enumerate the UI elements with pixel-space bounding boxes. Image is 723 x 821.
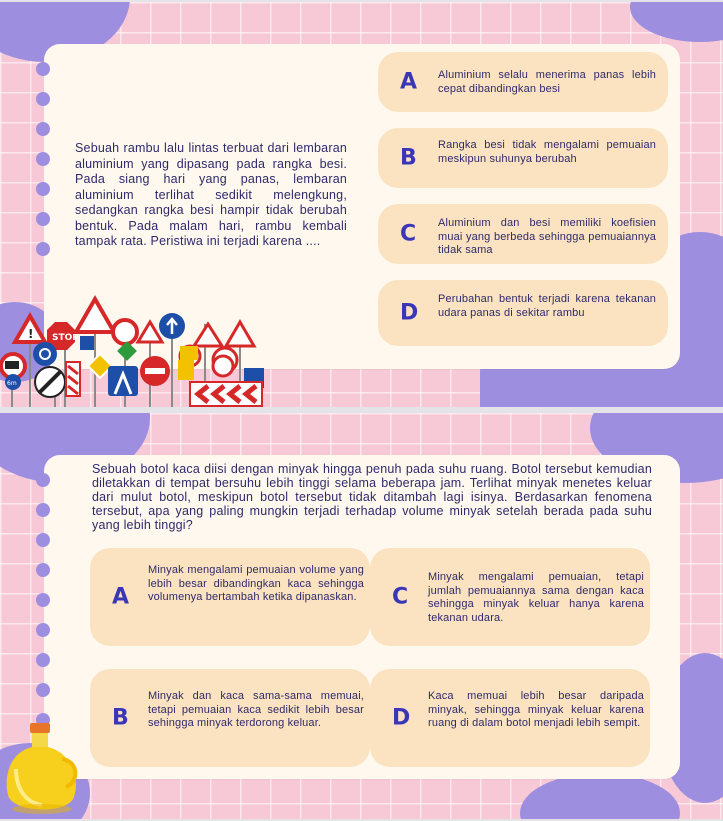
traffic-signs-illustration [0, 294, 270, 407]
option-d[interactable] [378, 280, 668, 346]
option-text: Minyak mengalami pemuaian, tetapi jumlah pemuaiannya sama dengan kaca sehingga minyak keluar hanya karena tekanan udara. [428, 571, 644, 624]
binder-hole [36, 62, 50, 76]
option-b[interactable] [378, 128, 668, 188]
blob-top-right [630, 2, 723, 42]
option-a[interactable] [378, 52, 668, 112]
binder-hole [36, 122, 50, 136]
option-c[interactable] [370, 548, 650, 646]
binder-hole [36, 593, 50, 607]
option-text: Aluminium selalu menerima panas lebih cepat dibandingkan besi [438, 69, 656, 95]
slide-1 [0, 2, 723, 407]
slippery-road-icon [76, 299, 114, 332]
binder-hole [36, 182, 50, 196]
option-c[interactable] [378, 204, 668, 264]
option-text: Perubahan bentuk terjadi karena tekanan udara panas di sekitar rambu [438, 293, 656, 319]
option-letter: C [400, 221, 417, 247]
option-text: Minyak mengalami pemuaian volume yang lebih besar dibandingkan kaca sehingga volumenya bertambah ketika dipanaskan. [148, 564, 364, 603]
option-letter: A [400, 69, 418, 95]
binder-hole [36, 473, 50, 487]
slide-2 [0, 413, 723, 819]
option-a[interactable] [90, 548, 370, 646]
no-entry-sign-icon [113, 320, 137, 344]
stop-sign-label: STOP [52, 333, 79, 343]
option-letter: D [392, 705, 411, 731]
binder-hole [36, 503, 50, 517]
limit-sign-label: 6m [7, 380, 17, 387]
blob-bottom [520, 773, 680, 819]
option-d[interactable] [370, 669, 650, 767]
option-text: Minyak dan kaca sama-sama memuai, tetapi pemuaian kaca sedikit lebih besar sehingga minyak terdorong keluar. [148, 690, 364, 729]
option-letter: B [400, 145, 417, 171]
binder-hole [36, 623, 50, 637]
binder-hole [36, 533, 50, 547]
question-text: Sebuah botol kaca diisi dengan minyak hingga penuh pada suhu ruang. Botol tersebut kemudian diletakkan di tempat bersuhu lebih tinggi selama beberapa jam. Terlihat minyak menetes keluar dari mulut botol, meskipun botol tersebut tidak ditambah lagi isinya. Berdasarkan fenomena tersebut, apa yang paling mungkin terjadi terhadap volume minyak setelah berada pada suhu yang lebih tinggi? [92, 462, 652, 532]
bicycle-sign-icon [180, 346, 198, 360]
binder-hole [36, 152, 50, 166]
option-letter: D [400, 300, 419, 326]
binder-hole [36, 683, 50, 697]
roundabout-sign-icon [33, 342, 57, 366]
option-b[interactable] [90, 669, 370, 767]
option-text: Kaca memuai lebih besar daripada minyak, sehingga minyak keluar karena ruang di dalam botol menjadi lebih sempit. [428, 690, 644, 729]
svg-text:!: ! [28, 327, 34, 341]
parking-sign-icon [80, 336, 94, 350]
binder-hole [36, 242, 50, 256]
oil-bottle-illustration [2, 719, 82, 819]
option-letter: C [392, 584, 409, 610]
question-text: Sebuah rambu lalu lintas terbuat dari lembaran aluminium yang dipasang pada rangka besi. Pada siang hari yang panas, lembaran aluminium terlihat sedikit melengkung, sedangkan rangka besi hampir tidak berubah bentuk. Pada malam hari, rambu kembali tampak rata. Peristiwa ini terjadi karena .... [75, 141, 347, 248]
option-text: Aluminium dan besi memiliki koefisien muai yang berbeda sehingga pemuaiannya tidak sama [438, 217, 656, 256]
option-letter: A [112, 584, 130, 610]
binder-hole [36, 653, 50, 667]
option-letter: B [112, 705, 129, 731]
binder-hole [36, 563, 50, 577]
option-text: Rangka besi tidak mengalami pemuaian meskipun suhunya berubah [438, 139, 656, 165]
binder-hole [36, 92, 50, 106]
binder-hole [36, 212, 50, 226]
